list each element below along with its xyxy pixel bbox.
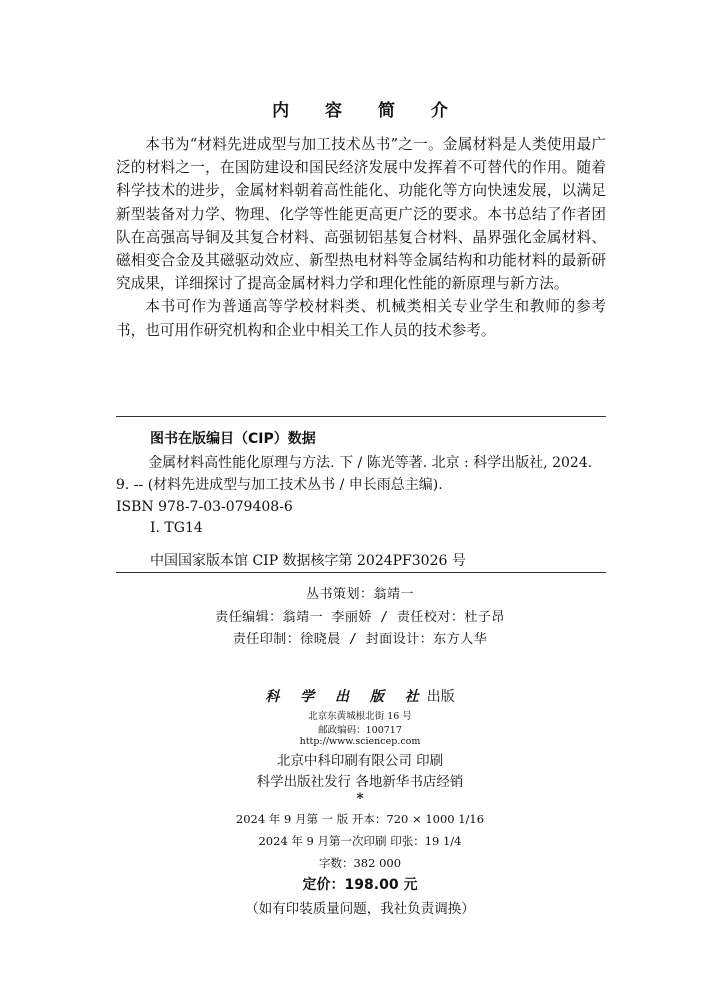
cip-isbn: ISBN 978-7-03-079408-6 xyxy=(116,499,293,515)
intro-paragraph-2: 本书可作为普通高等学校材料类、机械类相关专业学生和教师的参考书，也可用作研究机构和企业中相关工作人员的技术参考。 xyxy=(116,298,606,339)
publisher-line xyxy=(0,686,720,706)
cip-top-rule xyxy=(116,416,606,417)
cip-description xyxy=(116,452,606,518)
distribution: 科学出版社发行 各地新华书店经销 xyxy=(256,774,464,790)
publisher-name: 科 学 出 版 社 xyxy=(265,689,427,705)
word-count: 字数：382 000 xyxy=(318,856,402,870)
page-title: 内 容 简 介 xyxy=(272,101,463,121)
quality-note: （如有印装质量问题，我社负责调换） xyxy=(245,901,475,917)
introduction xyxy=(116,133,606,342)
publisher-postcode: 邮政编码：100717 xyxy=(318,725,402,736)
publisher-address: 北京东黄城根北街 16 号 xyxy=(308,711,412,722)
printer: 北京中科印刷有限公司 印刷 xyxy=(276,753,444,769)
print-and-cover-design: 责任印制：徐晓晨 / 封面设计：东方人华 xyxy=(232,632,488,647)
separator-star: * xyxy=(356,791,364,807)
cip-heading: 图书在版编目（CIP）数据 xyxy=(150,431,316,447)
price: 定价：198.00 元 xyxy=(302,877,418,893)
edition-info: 2024 年 9 月第 一 版 开本：720 × 1000 1/16 xyxy=(235,812,485,826)
cip-classification: Ⅰ. TG14 xyxy=(150,520,203,536)
printing-info: 2024 年 9 月第一次印刷 印张：19 1/4 xyxy=(258,834,462,848)
series-planner: 丛书策划：翁靖一 xyxy=(305,587,414,602)
cip-record-number: 中国国家版本馆 CIP 数据核字第 2024PF3026 号 xyxy=(150,553,466,569)
responsible-editors: 责任编辑：翁靖一 李丽娇 / 责任校对：杜子昂 xyxy=(215,610,505,625)
intro-paragraph-1: 本书为“材料先进成型与加工技术丛书”之一。金属材料是人类使用最广泛的材料之一，在国防建设和国民经济发展中发挥着不可替代的作用。随着科学技术的进步，金属材料朝着高性能化、功能化等方向快速发展，以满足新型装备对力学、物理、化学等性能更高更广泛的要求。本书总结了作者团队在高强高导铜及其复合材料、高强韧铝基复合材料、晶界强化金属材料、磁相变合金及其磁驱动效应、新型热电材料等金属结构和功能材料的最新研究成果，详细探讨了提高金属材料力学和理化性能的新原理与新方法。 xyxy=(116,136,606,293)
cip-bottom-rule xyxy=(116,572,606,573)
publisher-url: http://www.sciencep.com xyxy=(299,736,421,747)
publisher-suffix: 出版 xyxy=(426,689,455,705)
cip-bibliographic-line: 金属材料高性能化原理与方法. 下 / 陈光等著. 北京 : 科学出版社, 2024. 9. -- (材料先进成型与加工技术丛书 / 申长雨总主编). xyxy=(116,455,593,493)
